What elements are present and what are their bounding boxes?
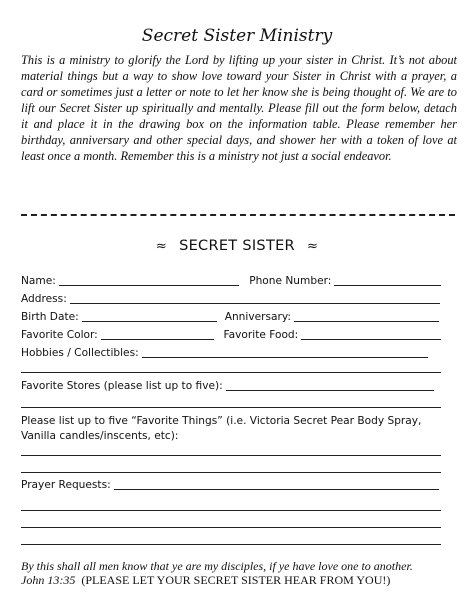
prayer-line-3[interactable] (21, 544, 441, 545)
color-food-row (21, 328, 441, 342)
page-title: Secret Sister Ministry (141, 26, 333, 46)
address-field[interactable] (70, 303, 440, 304)
closing-note: (PLEASE LET YOUR SECRET SISTER HEAR FROM YOU!) (81, 573, 391, 587)
stores-extra-line[interactable] (21, 407, 441, 408)
birth-date-field[interactable] (82, 321, 217, 322)
anniversary-field[interactable] (294, 321, 439, 322)
favorite-food-field[interactable] (301, 339, 441, 340)
prayer-field[interactable] (114, 489, 439, 490)
address-label: Address: (21, 293, 67, 305)
favorite-color-label: Favorite Color: (21, 329, 98, 341)
favorite-food-label: Favorite Food: (223, 329, 299, 341)
favorite-things-label: Please list up to five “Favorite Things” (i.e. Victoria Secret Pear Body Spray, Vanilla candles/inscents, etc): (21, 415, 422, 442)
phone-field[interactable] (334, 285, 441, 286)
prayer-line-1[interactable] (21, 510, 441, 511)
hobbies-extra-line[interactable] (21, 372, 441, 373)
hobbies-row (21, 346, 441, 360)
prayer-row (21, 478, 441, 492)
wave-ornament-left-icon: ≈ (155, 239, 168, 254)
form-heading (0, 237, 474, 256)
favorite-color-field[interactable] (101, 339, 214, 340)
footer-verse (21, 559, 461, 587)
phone-label: Phone Number: (249, 275, 332, 287)
verse-reference: John 13:35 (21, 573, 76, 587)
prayer-line-2[interactable] (21, 527, 441, 528)
wave-ornament-right-icon: ≈ (306, 239, 319, 254)
name-label: Name: (21, 275, 56, 287)
anniversary-label: Anniversary: (224, 311, 291, 323)
stores-field[interactable] (226, 390, 434, 391)
name-phone-row (21, 274, 441, 288)
favorite-things-line-1[interactable] (21, 455, 441, 456)
hobbies-label: Hobbies / Collectibles: (21, 347, 139, 359)
stores-label: Favorite Stores (please list up to five): (21, 380, 223, 392)
hobbies-field[interactable] (142, 357, 428, 358)
form-title: SECRET SISTER (179, 238, 295, 254)
detach-divider (21, 214, 455, 216)
prayer-label: Prayer Requests: (21, 479, 111, 491)
birth-anniversary-row (21, 310, 441, 324)
birth-date-label: Birth Date: (21, 311, 79, 323)
stores-row (21, 379, 441, 393)
verse-text: By this shall all men know that ye are my disciples, if ye have love one to another. (21, 559, 413, 573)
address-row (21, 292, 441, 306)
name-field[interactable] (59, 285, 239, 286)
favorite-things-line-2[interactable] (21, 472, 441, 473)
intro-paragraph: This is a ministry to glorify the Lord by lifting up your sister in Christ. It’s not about material things but a way to show love toward your Sister in Christ with a prayer, a card or sometimes just a letter or note to let her know she is being thought of. We are to lift our Secret Sister up spiritually and mentally. Please fill out the form below, detach it and place it in the drawing box on the information table. Please remember her birthday, anniversary and other special days, and shower her with a token of love at least once a month. Remember this is a ministry not just a social endeavor. (21, 53, 457, 163)
